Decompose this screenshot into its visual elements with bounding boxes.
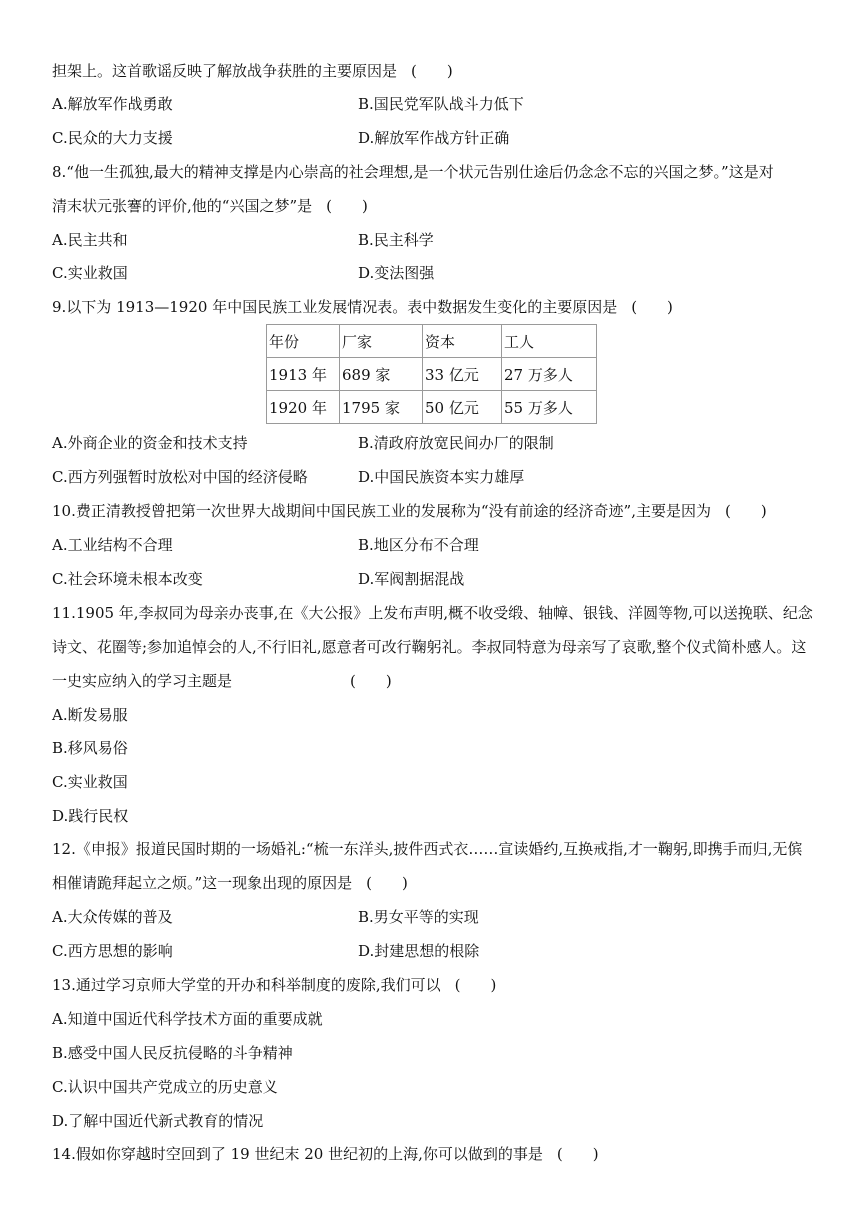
answer-bracket: ( ) [411,62,453,80]
answer-bracket: ( ) [631,298,673,316]
question-7-option-d: D.解放军作战方针正确 [358,129,510,147]
question-11-stem-text: 一史实应纳入的学习主题是 [52,672,233,690]
question-12-option-c: C.西方思想的影响 [52,942,173,960]
question-10-option-a: A.工业结构不合理 [52,536,173,554]
question-8-stem-text: 清末状元张謇的评价,他的“兴国之梦”是 [52,197,313,215]
question-9-option-d: D.中国民族资本实力雄厚 [358,468,525,486]
answer-bracket: ( ) [556,1145,599,1163]
question-10-option-c: C.社会环境未根本改变 [52,570,203,588]
question-13-option-d: D.了解中国近代新式教育的情况 [52,1112,264,1130]
answer-bracket: ( ) [366,874,408,892]
question-11-option-c: C.实业救国 [52,773,128,791]
question-12-stem-line-2 [52,872,408,894]
table-row [267,358,597,391]
question-7-option-b: B.国民党军队战斗力低下 [358,95,524,113]
question-13-option-b: B.感受中国人民反抗侵略的斗争精神 [52,1044,293,1062]
question-11-option-d: D.践行民权 [52,807,129,825]
question-10-stem-text: 10.费正清教授曾把第一次世界大战期间中国民族工业的发展称为“没有前途的经济奇迹”,主要是因为 [52,502,711,520]
question-13-option-a: A.知道中国近代科学技术方面的重要成就 [52,1010,323,1028]
question-11-stem-line-2: 诗文、花圈等;参加追悼会的人,不行旧礼,愿意者可改行鞠躬礼。李叔同特意为母亲写了哀歌,整个仪式简朴感人。这 [52,638,807,656]
table-header-cell: 资本 [423,325,502,358]
question-8-option-b: B.民主科学 [358,231,434,249]
question-9-option-c: C.西方列强暂时放松对中国的经济侵略 [52,468,308,486]
answer-bracket: ( ) [350,672,392,690]
question-8-stem-line-1: 8.“他一生孤独,最大的精神支撑是内心崇高的社会理想,是一个状元告别仕途后仍念念不忘的兴国之梦。”这是对 [52,163,774,181]
table-cell: 1920 年 [267,391,340,424]
table-header-cell: 厂家 [340,325,423,358]
question-7-option-c: C.民众的大力支援 [52,129,173,147]
table-cell: 27 万多人 [502,358,597,391]
table-row [267,391,597,424]
question-9-option-a: A.外商企业的资金和技术支持 [52,434,248,452]
table-cell: 33 亿元 [423,358,502,391]
question-12-stem-text: 相催请跪拜起立之烦。”这一现象出现的原因是 [52,874,353,892]
question-14-stem-text: 14.假如你穿越时空回到了 19 世纪末 20 世纪初的上海,你可以做到的事是 [52,1145,543,1163]
question-7-stem-text: 担架上。这首歌谣反映了解放战争获胜的主要原因是 [52,62,398,80]
question-8-stem-line-2 [52,195,368,217]
question-14-stem [52,1143,599,1165]
question-11-option-a: A.断发易服 [52,706,128,724]
table-cell: 1795 家 [340,391,423,424]
question-12-option-a: A.大众传媒的普及 [52,908,173,926]
question-8-option-a: A.民主共和 [52,231,128,249]
question-13-stem [52,974,496,996]
question-11-stem-line-1: 11.1905 年,李叔同为母亲办丧事,在《大公报》上发布声明,概不收受缎、轴幛、银钱、洋圆等物,可以送挽联、纪念 [52,604,813,622]
question-12-stem-line-1: 12.《申报》报道民国时期的一场婚礼:“梳一东洋头,披件西式衣……宣读婚约,互换戒指,才一鞠躬,即携手而归,无傧 [52,840,803,858]
table-cell: 50 亿元 [423,391,502,424]
table-cell: 55 万多人 [502,391,597,424]
question-7-stem [52,60,453,82]
question-12-option-d: D.封建思想的根除 [358,942,480,960]
question-9-option-b: B.清政府放宽民间办厂的限制 [358,434,554,452]
question-13-stem-text: 13.通过学习京师大学堂的开办和科举制度的废除,我们可以 [52,976,441,994]
answer-bracket: ( ) [454,976,497,994]
question-8-option-d: D.变法图强 [358,264,435,282]
question-13-option-c: C.认识中国共产党成立的历史意义 [52,1078,278,1096]
table-header-cell: 工人 [502,325,597,358]
answer-bracket: ( ) [724,502,767,520]
question-10-stem [52,500,767,522]
question-12-option-b: B.男女平等的实现 [358,908,479,926]
question-11-option-b: B.移风易俗 [52,739,128,757]
table-header-row [267,325,597,358]
question-9-stem [52,296,673,318]
answer-bracket: ( ) [326,197,368,215]
question-8-option-c: C.实业救国 [52,264,128,282]
question-10-option-d: D.军阀割据混战 [358,570,465,588]
table-cell: 689 家 [340,358,423,391]
question-7-option-a: A.解放军作战勇敢 [52,95,173,113]
industry-data-table [266,324,597,424]
question-9-stem-text: 9.以下为 1913—1920 年中国民族工业发展情况表。表中数据发生变化的主要原因是 [52,298,618,316]
table-header-cell: 年份 [267,325,340,358]
question-11-stem-line-3 [52,670,392,692]
question-10-option-b: B.地区分布不合理 [358,536,479,554]
table-cell: 1913 年 [267,358,340,391]
